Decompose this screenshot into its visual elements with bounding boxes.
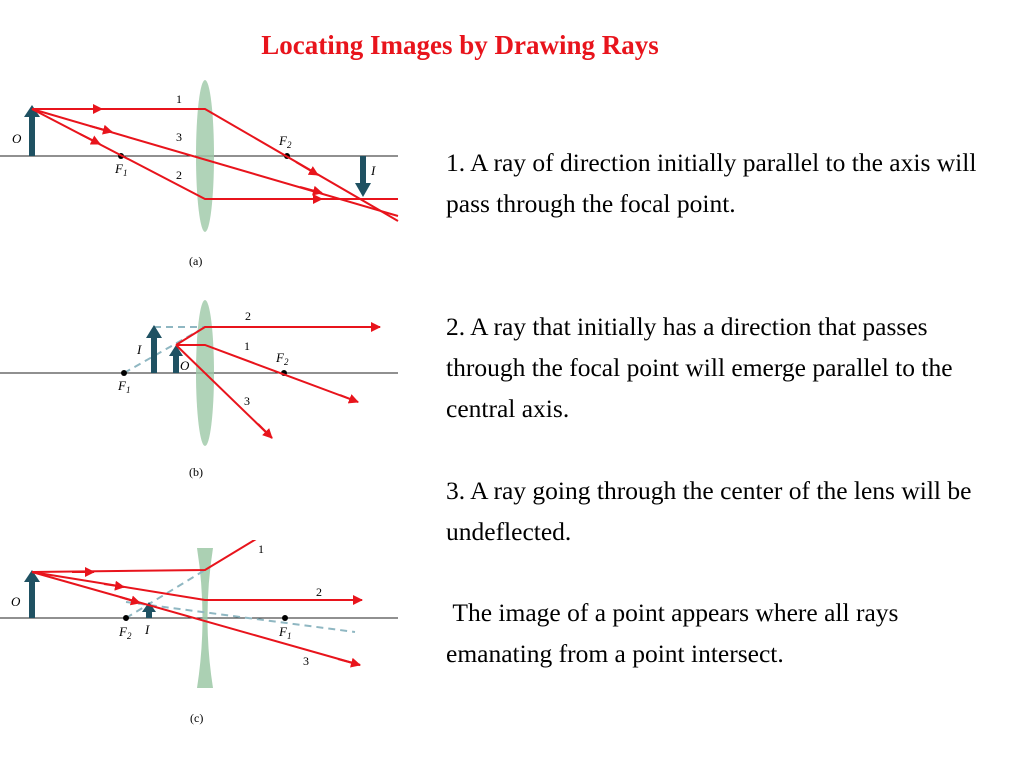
diagram-converging-lens-virtual-image	[0, 292, 410, 492]
ray-3-arrow-out	[300, 187, 322, 193]
slide-title: Locating Images by Drawing Rays	[261, 30, 659, 60]
focal-far-label: $F_2$	[276, 350, 289, 367]
ray-3-arrow	[258, 424, 272, 438]
ray-label-1: 1	[244, 339, 250, 353]
ray-label-2: 2	[176, 168, 182, 182]
focal-point-near	[121, 370, 127, 376]
object-label: O	[12, 131, 22, 146]
ray-label-3: 3	[176, 130, 182, 144]
ray-3-arrow	[90, 126, 112, 132]
ray-label-1: 1	[258, 542, 264, 556]
focal-point-near	[123, 615, 129, 621]
ray-label-2: 2	[316, 585, 322, 599]
rule-1-paragraph: 1. A ray of direction initially parallel to the axis will pass through the focal point.	[446, 148, 977, 218]
ray-label-1: 1	[176, 92, 182, 106]
rule-2-text	[446, 306, 1006, 429]
focal-near-label: $F_2$	[119, 624, 132, 641]
rule-3-paragraph: 3. A ray going through the center of the lens will be undeflected.	[446, 476, 972, 546]
focal-far-label: $F_1$	[279, 624, 292, 641]
ray-2	[32, 109, 398, 199]
diagram-caption: (c)	[190, 711, 204, 725]
lens	[196, 80, 214, 232]
ray-label-3: 3	[303, 654, 309, 668]
summary-paragraph: The image of a point appears where all rays emanating from a point intersect.	[446, 598, 905, 668]
ray-1-arrow-out	[296, 162, 318, 175]
rule-2-paragraph: 2. A ray that initially has a direction that passes through the focal point will emerge parallel to the central axis.	[446, 312, 953, 423]
focal-far-label: $F_2$	[279, 133, 292, 150]
object-label: O	[180, 358, 190, 373]
rule-1-text	[446, 142, 1006, 224]
object-label: O	[11, 594, 21, 609]
ray-2-arrow	[80, 134, 100, 144]
summary-text	[446, 592, 1006, 674]
image-label: I	[371, 163, 376, 178]
diagram-caption: (a)	[189, 254, 203, 268]
diagram-caption: (b)	[189, 465, 203, 479]
diagram-diverging-lens	[0, 540, 410, 740]
focal-near-label: $F_1$	[115, 161, 128, 178]
image-label: I	[137, 342, 142, 357]
extension-line-2	[126, 602, 355, 632]
image-arrow-head	[355, 183, 371, 197]
ray-label-2: 2	[245, 309, 251, 323]
ray-1-arrow	[340, 395, 358, 402]
diagram-converging-lens-real-image	[0, 75, 410, 275]
ray-3	[176, 345, 272, 438]
rule-3-text	[446, 470, 1006, 552]
ray-label-3: 3	[244, 394, 250, 408]
ray-3-arrow-out	[338, 659, 360, 665]
focal-point-far	[282, 615, 288, 621]
focal-near-label: $F_1$	[118, 378, 131, 395]
image-label: I	[145, 622, 150, 637]
